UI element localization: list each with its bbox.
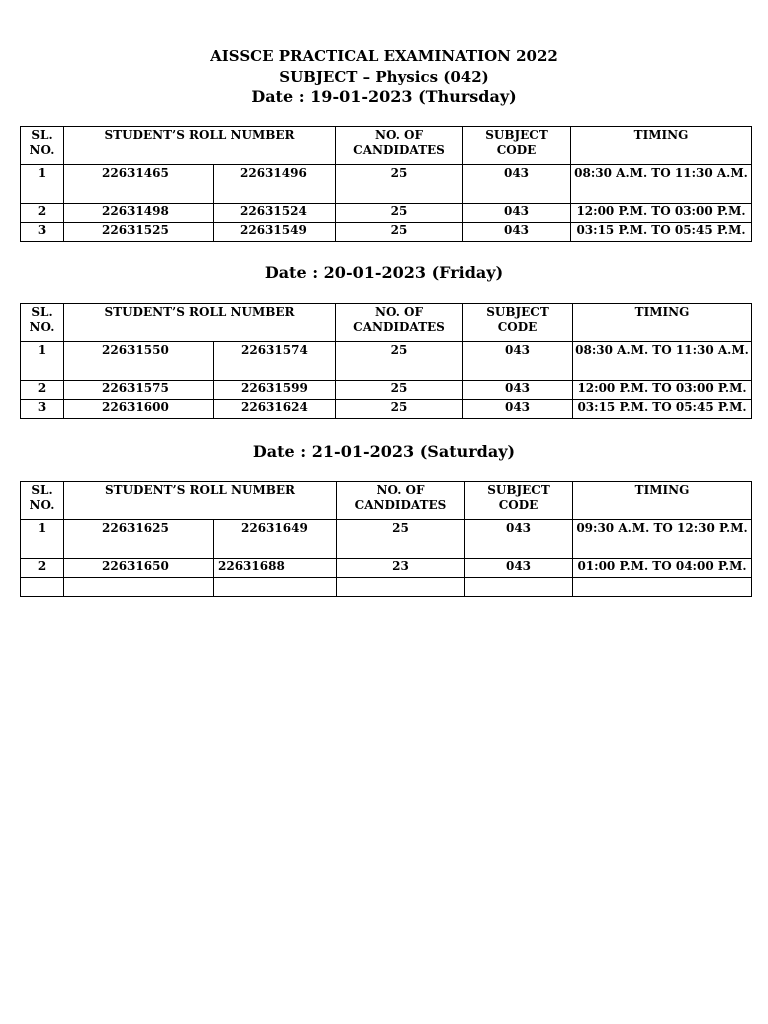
empty-cell	[21, 578, 64, 597]
table-header-row	[21, 482, 752, 520]
timing-cell: 03:15 P.M. TO 05:45 P.M.	[573, 400, 752, 419]
roll-to-cell: 22631624	[214, 400, 336, 419]
roll-to-cell: 22631524	[214, 204, 336, 223]
table-row	[21, 165, 752, 204]
roll-to-cell: 22631549	[214, 223, 336, 242]
roll-from-cell: 22631600	[64, 400, 214, 419]
table-row	[21, 381, 752, 400]
code-cell: 043	[463, 381, 573, 400]
date-heading-2: Date : 20-01-2023 (Friday)	[264, 263, 504, 282]
roll-to-cell: 22631574	[214, 342, 336, 381]
table-row	[21, 400, 752, 419]
timing-cell: 03:15 P.M. TO 05:45 P.M.	[571, 223, 752, 242]
roll-from-cell: 22631650	[64, 559, 214, 578]
roll-from-cell: 22631625	[64, 520, 214, 559]
col-timing-header: TIMING	[573, 304, 752, 342]
schedule-table-2	[20, 303, 752, 419]
candidates-cell: 25	[337, 520, 465, 559]
table-row	[21, 559, 752, 578]
col-sl-header: SL. NO.	[21, 482, 64, 520]
subject-title: SUBJECT – Physics (042)	[279, 68, 489, 86]
col-candidates-header: NO. OF CANDIDATES	[337, 482, 465, 520]
sl-cell: 2	[21, 204, 64, 223]
table-row	[21, 204, 752, 223]
candidates-cell: 25	[336, 342, 463, 381]
col-sl-header: SL. NO.	[21, 127, 64, 165]
code-cell: 043	[463, 204, 571, 223]
col-timing-header: TIMING	[571, 127, 752, 165]
code-cell: 043	[465, 520, 573, 559]
col-roll-header: STUDENT’S ROLL NUMBER	[64, 127, 336, 165]
sl-cell: 1	[21, 165, 64, 204]
sl-cell: 2	[21, 559, 64, 578]
col-roll-header: STUDENT’S ROLL NUMBER	[64, 304, 336, 342]
candidates-cell: 25	[336, 223, 463, 242]
candidates-cell: 23	[337, 559, 465, 578]
schedule-table-1	[20, 126, 752, 242]
roll-from-cell: 22631498	[64, 204, 214, 223]
candidates-cell: 25	[336, 400, 463, 419]
sl-cell: 1	[21, 342, 64, 381]
col-code-header: SUBJECT CODE	[463, 304, 573, 342]
timing-cell: 12:00 P.M. TO 03:00 P.M.	[573, 381, 752, 400]
timing-cell: 08:30 A.M. TO 11:30 A.M.	[573, 342, 752, 381]
date-heading-1: Date : 19-01-2023 (Thursday)	[251, 87, 517, 106]
col-candidates-header: NO. OF CANDIDATES	[336, 127, 463, 165]
code-cell: 043	[463, 165, 571, 204]
exam-title: AISSCE PRACTICAL EXAMINATION 2022	[210, 47, 558, 65]
roll-from-cell: 22631550	[64, 342, 214, 381]
code-cell: 043	[463, 342, 573, 381]
roll-from-cell: 22631525	[64, 223, 214, 242]
col-roll-header: STUDENT’S ROLL NUMBER	[64, 482, 337, 520]
sl-cell: 2	[21, 381, 64, 400]
table-row	[21, 520, 752, 559]
table-header-row	[21, 304, 752, 342]
col-code-header: SUBJECT CODE	[465, 482, 573, 520]
col-code-header: SUBJECT CODE	[463, 127, 571, 165]
schedule-table-3	[20, 481, 752, 597]
col-candidates-header: NO. OF CANDIDATES	[336, 304, 463, 342]
roll-from-cell: 22631575	[64, 381, 214, 400]
empty-cell	[573, 578, 752, 597]
timing-cell: 01:00 P.M. TO 04:00 P.M.	[573, 559, 752, 578]
table-row	[21, 223, 752, 242]
roll-to-cell: 22631649	[214, 520, 337, 559]
timing-cell: 08:30 A.M. TO 11:30 A.M.	[571, 165, 752, 204]
table-header-row	[21, 127, 752, 165]
sl-cell: 3	[21, 223, 64, 242]
empty-cell	[337, 578, 465, 597]
candidates-cell: 25	[336, 204, 463, 223]
date-heading-3: Date : 21-01-2023 (Saturday)	[252, 442, 516, 461]
timing-cell: 12:00 P.M. TO 03:00 P.M.	[571, 204, 752, 223]
roll-to-cell: 22631688	[214, 559, 337, 578]
col-timing-header: TIMING	[573, 482, 752, 520]
sl-cell: 3	[21, 400, 64, 419]
sl-cell: 1	[21, 520, 64, 559]
table-row-empty	[21, 578, 752, 597]
code-cell: 043	[465, 559, 573, 578]
empty-cell	[64, 578, 214, 597]
code-cell: 043	[463, 400, 573, 419]
roll-to-cell: 22631496	[214, 165, 336, 204]
candidates-cell: 25	[336, 165, 463, 204]
col-sl-header: SL. NO.	[21, 304, 64, 342]
table-row	[21, 342, 752, 381]
timing-cell: 09:30 A.M. TO 12:30 P.M.	[573, 520, 752, 559]
roll-to-cell: 22631599	[214, 381, 336, 400]
code-cell: 043	[463, 223, 571, 242]
roll-from-cell: 22631465	[64, 165, 214, 204]
candidates-cell: 25	[336, 381, 463, 400]
empty-cell	[465, 578, 573, 597]
empty-cell	[214, 578, 337, 597]
